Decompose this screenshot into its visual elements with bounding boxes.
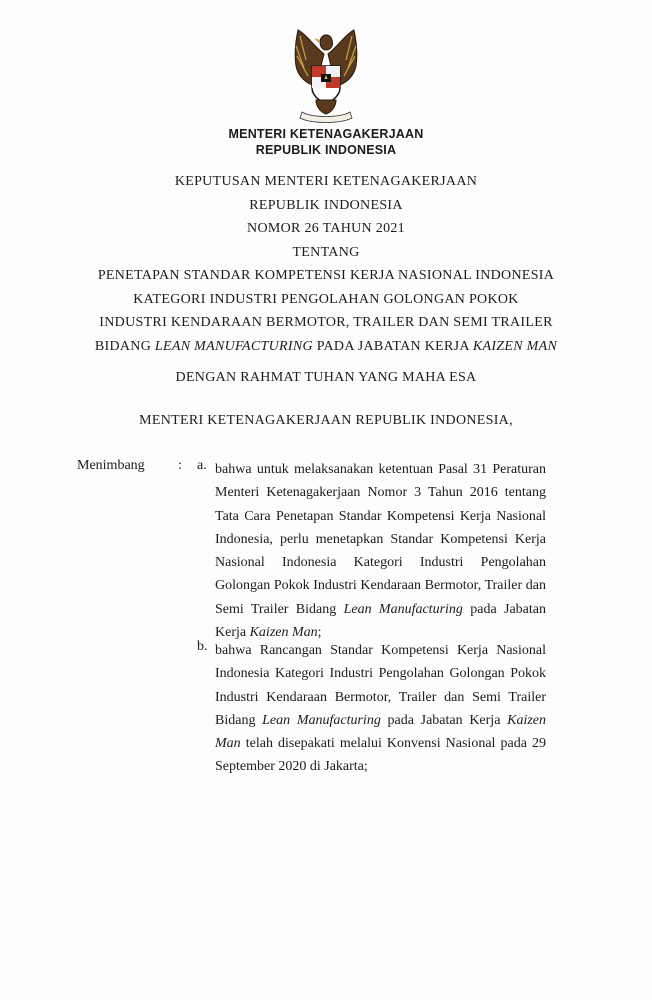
office-line-1: MENTERI KETENAGAKERJAAN [228,127,424,141]
consideration-text: pada Jabatan Kerja [380,712,508,728]
preamble-rahmat: DENGAN RAHMAT TUHAN YANG MAHA ESA [175,370,477,385]
office-line-2: REPUBLIK INDONESIA [255,143,397,157]
decree-title: KEPUTUSAN MENTERI KETENAGAKERJAAN [174,174,478,189]
consideration-italic: Lean Manufacturing [343,601,463,617]
preamble-menteri: MENTERI KETENAGAKERJAAN REPUBLIK INDONESIA, [139,413,513,428]
subject-line-2: KATEGORI INDUSTRI PENGOLAHAN GOLONGAN POKOK [133,291,519,307]
consideration-italic: Kaizen Man [249,625,318,641]
consideration-a [215,458,546,644]
subject-line-3: INDUSTRI KENDARAAN BERMOTOR, TRAILER DAN SEMI TRAILER [99,315,553,330]
decree-number: NOMOR 26 TAHUN 2021 [247,221,405,236]
subject-line-4 [0,335,652,359]
consideration-text: bahwa untuk melaksanakan ketentuan Pasal 31 Peraturan Menteri Ketenagakerjaan Nomor 3 Tahun 2016 tentang Tata Cara Penetapan Standar Kompetensi Kerja Nasional Indonesia, perlu menetapkan Standar Kompetensi Kerja Nasional Indonesia Kategori Industri Pengolahan Golongan Pokok Industri Kendaraan Bermotor, Trailer dan Semi Trailer Bidang [215,462,546,617]
decree-republic: REPUBLIK INDONESIA [249,197,403,213]
consideration-italic: Kaizen Man [215,712,546,752]
menimbang-label: Menimbang [77,458,145,473]
subject-text: BIDANG [94,338,155,354]
consideration-text: pada Jabatan Kerja [215,601,547,641]
item-a-mark: a. [197,458,207,473]
menimbang-colon: : [178,458,182,473]
consideration-italic: Lean Manufacturing [262,712,381,728]
item-b-mark: b. [197,639,208,654]
subject-line-1: PENETAPAN STANDAR KOMPETENSI KERJA NASIONAL INDONESIA [97,268,555,283]
subject-italic: LEAN MANUFACTURING [154,338,313,354]
issuing-office [0,126,652,158]
consideration-text: bahwa Rancangan Standar Kompetensi Kerja Nasional Indonesia Kategori Industri Pengolahan Golongan Pokok Industri Kendaraan Bermotor, Trailer dan Semi Trailer Bidang [215,643,546,728]
consideration-b [215,639,546,779]
subject-text: PADA JABATAN KERJA [312,338,473,354]
subject-italic: KAIZEN MAN [472,338,558,354]
decree-tentang: TENTANG [292,244,360,260]
garuda-emblem-icon [276,26,376,124]
consideration-text: telah disepakati melalui Konvensi Nasional pada 29 September 2020 di Jakarta; [215,736,546,775]
consideration-text: ; [317,625,322,641]
decree-header [0,170,652,358]
